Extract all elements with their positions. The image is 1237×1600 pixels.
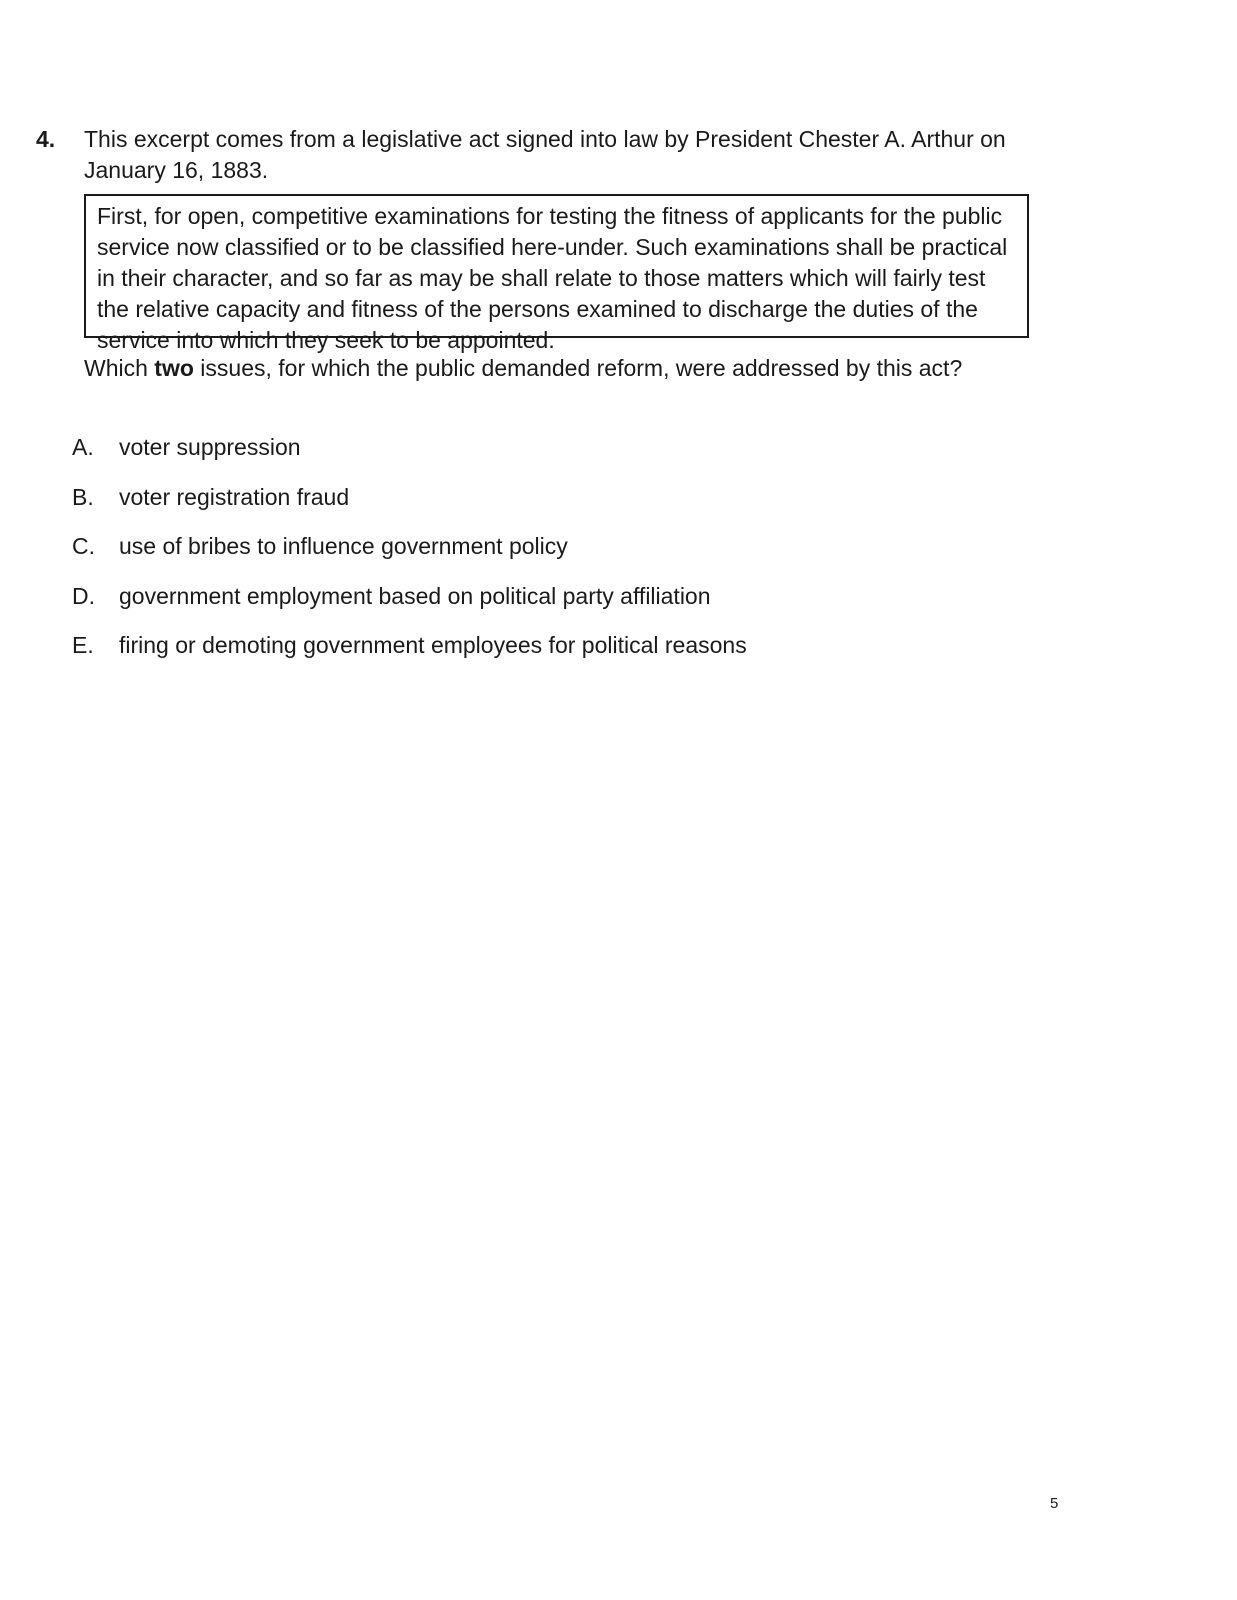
choice-text: government employment based on political party affiliation	[119, 582, 711, 609]
prompt-emphasis: two	[154, 355, 194, 381]
choice-c[interactable]	[72, 531, 972, 581]
choice-letter: A.	[72, 434, 94, 460]
question-number: 4.	[36, 126, 56, 152]
choice-e[interactable]	[72, 630, 972, 680]
prompt-text-after: issues, for which the public demanded reform, were addressed by this act?	[193, 355, 963, 381]
question-stem: This excerpt comes from a legislative act signed into law by President Chester A. Arthur on January 16, 1883.	[84, 126, 1006, 183]
choice-text: voter registration fraud	[119, 483, 350, 510]
choice-d[interactable]	[72, 581, 972, 631]
question-prompt	[84, 354, 964, 383]
excerpt-text: First, for open, competitive examinations for testing the fitness of applicants for the public service now classified or to be classified here-under. Such examinations shall be practical in their character, and so far as may be shall relate to those matters which will fairly test the relative capacity and fitness of the persons examined to discharge the duties of the service into which they seek to be appointed.	[97, 203, 1008, 353]
choice-a[interactable]	[72, 432, 972, 482]
choice-b[interactable]	[72, 482, 972, 532]
choice-letter: B.	[72, 483, 94, 510]
answer-choices	[72, 432, 972, 680]
choice-letter: C.	[72, 533, 95, 559]
choice-text: use of bribes to influence government policy	[119, 533, 568, 559]
page-number: 5	[1050, 1495, 1059, 1512]
prompt-text-before: Which	[84, 355, 155, 381]
choice-text: voter suppression	[119, 434, 301, 460]
choice-text: firing or demoting government employees for political reasons	[119, 632, 747, 658]
choice-letter: D.	[72, 582, 95, 609]
choice-letter: E.	[72, 632, 94, 658]
